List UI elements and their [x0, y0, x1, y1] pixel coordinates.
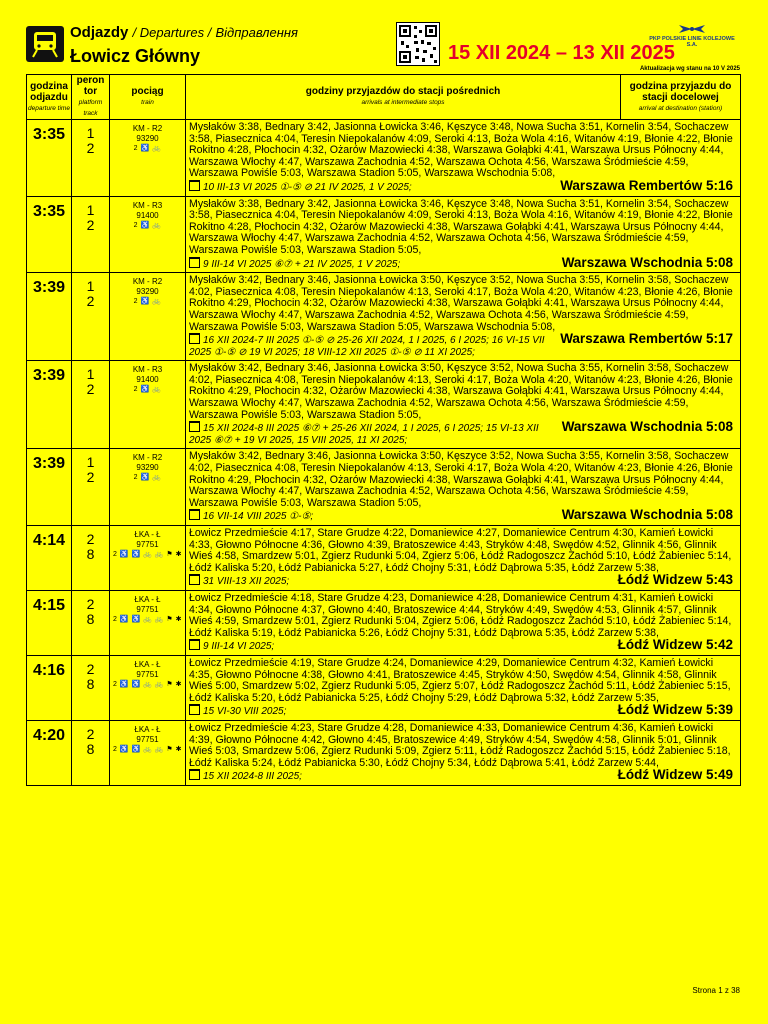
validity-dates: 16 XII 2024-7 III 2025 ①-⑤ ⊘ 25-26 XII 2024, 1 I 2025, 6 I 2025; 16 VI-15 VII 2025 ①-⑤ ⊘ 19 VI 2025; 18 VIII-12 XII 2025 ①-⑤ ⊘ 11 XI 2025; — [189, 335, 545, 358]
train-cell — [110, 655, 186, 720]
track: 8 — [86, 675, 95, 692]
validity-dates: 10 III-13 VI 2025 ①-⑤ ⊘ 21 IV 2025, 1 V 2025; — [203, 181, 412, 193]
validity-dates: 9 III-14 VI 2025 ⑥⑦ + 21 IV 2025, 1 V 2025; — [203, 258, 401, 270]
stops-cell — [186, 196, 741, 273]
train-number: 91400 — [136, 210, 159, 220]
stops-cell — [186, 120, 741, 197]
platform-cell — [72, 526, 110, 591]
departure-row — [27, 655, 741, 720]
calendar-icon — [189, 180, 200, 191]
intermediate-stops: Mysłaków 3:42, Bednary 3:46, Jasionna Łowicka 3:50, Kęszyce 3:52, Nowa Sucha 3:55, Kornelin 3:58, Sochaczew 4:02, Piasecznica 4:08, Teresin Niepokalanów 4:13, Seroki 4:17, Boża Wola 4:20, Witanów 4:23, Błonie 4:26, Błonie Rokitno 4:29, Płochocin 4:32, Ożarów Mazowiecki 4:38, Warszawa Gołąbki 4:41, Warszawa Ursus Północny 4:44, Warszawa Włochy 4:47, Warszawa Zachodnia 4:52, Warszawa Ochota 4:56, Warszawa Śródmieście 4:59, Warszawa Powiśle 5:03, Warszawa Stadion 5:05, — [189, 450, 733, 509]
title-ua: Відправлення — [215, 25, 298, 40]
intermediate-stops: Mysłaków 3:42, Bednary 3:46, Jasionna Łowicka 3:50, Kęszyce 3:52, Nowa Sucha 3:55, Kornelin 3:58, Sochaczew 4:02, Piasecznica 4:08, Teresin Niepokalanów 4:13, Seroki 4:17, Boża Wola 4:20, Witanów 4:23, Błonie 4:26, Błonie Rokitno 4:29, Płochocin 4:32, Ożarów Mazowiecki 4:38, Warszawa Gołąbki 4:41, Warszawa Ursus Północny 4:44, Warszawa Włochy 4:47, Warszawa Zachodnia 4:52, Warszawa Ochota 4:56, Warszawa Śródmieście 4:59, Warszawa Powiśle 5:03, Warszawa Stadion 5:05, — [189, 362, 733, 421]
track: 8 — [86, 546, 95, 562]
title-en: / Departures / — [132, 25, 212, 40]
destination: Warszawa Wschodnia 5:08 — [561, 507, 733, 523]
departure-time: 3:35 — [27, 120, 72, 197]
destination-line — [189, 421, 737, 446]
peron: 1 — [86, 201, 95, 218]
train-category: ŁKA - Ł — [134, 530, 161, 539]
destination-line — [189, 509, 737, 523]
page-number: Strona 1 z 38 — [692, 986, 740, 995]
intermediate-stops: Łowicz Przedmieście 4:19, Stare Grudze 4:24, Domaniewice 4:29, Domaniewice Centrum 4:32, Kamień Łowicki 4:35, Głowno Północne 4:38, Głowno 4:41, Bratoszewice 4:45, Stryków 4:50, Swędów 4:54, Glinnik 4:58, Glinnik Wieś 5:00, Smardzew 5:02, Zgierz Rudunki 5:05, Zgierz 5:07, Łódź Radogoszcz Zachód 5:11, Łódź Żabieniec 5:15, Łódź Kaliska 5:20, Łódź Pabianicka 5:25, Łódź Chojny 5:29, Łódź Dąbrowa 5:32, Łódź Zarzew 5:35, — [189, 656, 731, 704]
departure-row — [27, 526, 741, 591]
destination-line — [189, 574, 737, 588]
destination-line — [189, 254, 737, 271]
departure-row — [27, 720, 741, 785]
departure-row — [27, 449, 741, 526]
peron: 2 — [86, 595, 95, 612]
track: 2 — [86, 381, 95, 398]
calendar-icon — [189, 704, 200, 715]
stops-cell — [186, 526, 741, 591]
validity-dates: 15 XII 2024-8 III 2025 ⑥⑦ + 25-26 XII 2024, 1 I 2025, 6 I 2025; 15 VI-13 XII 2025 ⑥⑦ + 19 VI 2025, 15 VIII 2025, 11 XI 2025; — [189, 423, 539, 446]
departure-time: 4:15 — [27, 590, 72, 655]
destination-line — [189, 177, 737, 194]
train-number: 93290 — [136, 287, 159, 297]
validity-dates: 9 III-14 VI 2025; — [203, 641, 275, 653]
destination: Łódź Widzew 5:39 — [617, 702, 733, 718]
calendar-icon — [189, 769, 200, 780]
station-name: Łowicz Główny — [70, 46, 201, 66]
amenities-icons: 2 ♿ ♿ 🚲 🚲 ⚑ ✱ — [112, 745, 183, 753]
track: 8 — [86, 740, 95, 757]
destination-line — [189, 769, 737, 783]
stops-cell — [186, 720, 741, 785]
departure-time: 4:14 — [27, 526, 72, 591]
train-icon — [26, 26, 64, 62]
train-cell — [110, 361, 186, 449]
departure-row — [27, 590, 741, 655]
train-number: 97751 — [136, 540, 159, 549]
calendar-icon — [189, 257, 200, 268]
departure-time: 3:39 — [27, 449, 72, 526]
train-cell — [110, 590, 186, 655]
calendar-icon — [189, 421, 200, 432]
platform-cell — [72, 655, 110, 720]
intermediate-stops: Łowicz Przedmieście 4:17, Stare Grudze 4:22, Domaniewice 4:27, Domaniewice Centrum 4:30, Kamień Łowicki 4:33, Głowno Północne 4:36, Głowno 4:39, Bratoszewice 4:43, Stryków 4:48, Swędów 4:52, Glinnik 4:56, Glinnik Wieś 4:58, Smardzew 5:01, Zgierz Rudunki 5:04, Zgierz 5:06, Łódź Radogoszcz Zachód 5:10, Łódź Żabieniec 5:14, Łódź Kaliska 5:20, Łódź Pabianicka 5:27, Łódź Chojny 5:31, Łódź Dąbrowa 5:35, Łódź Zarzew 5:38, — [189, 527, 732, 574]
train-category: KM - R3 — [132, 365, 163, 375]
destination: Warszawa Rembertów 5:17 — [560, 331, 733, 347]
peron: 1 — [86, 278, 95, 295]
destination: Warszawa Wschodnia 5:08 — [561, 419, 733, 435]
intermediate-stops: Mysłaków 3:38, Bednary 3:42, Jasionna Łowicka 3:46, Kęszyce 3:48, Nowa Sucha 3:51, Kornelin 3:54, Sochaczew 3:58, Piasecznica 4:04, Teresin Niepokalanów 4:09, Seroki 4:13, Boża Wola 4:16, Witanów 4:19, Błonie 4:22, Błonie Rokitno 4:28, Płochocin 4:32, Ożarów Mazowiecki 4:38, Warszawa Gołąbki 4:41, Warszawa Ursus Północny 4:44, Warszawa Włochy 4:47, Warszawa Zachodnia 4:52, Warszawa Ochota 4:56, Warszawa Śródmieście 4:59, Warszawa Powiśle 5:03, Warszawa Stadion 5:05, — [189, 197, 733, 256]
track: 2 — [86, 140, 95, 156]
timetable-header — [26, 22, 740, 74]
col-stops: godziny przyjazdów do stacji pośrednich arrivals at intermediate stops — [186, 75, 621, 120]
departure-row — [27, 273, 741, 361]
platform-cell — [72, 196, 110, 273]
train-number: 97751 — [136, 604, 159, 614]
calendar-icon — [189, 574, 200, 585]
qr-code-icon[interactable] — [396, 22, 440, 66]
train-category: KM - R2 — [132, 124, 163, 133]
departure-time: 4:16 — [27, 655, 72, 720]
destination-line — [189, 639, 737, 653]
intermediate-stops: Łowicz Przedmieście 4:18, Stare Grudze 4:23, Domaniewice 4:28, Domaniewice Centrum 4:31, Kamień Łowicki 4:34, Głowno Północne 4:37, Głowno 4:40, Bratoszewice 4:44, Stryków 4:49, Swędów 4:53, Glinnik 4:57, Glinnik Wieś 4:59, Smardzew 5:01, Zgierz Rudunki 5:04, Zgierz 5:06, Łódź Radogoszcz Zachód 5:10, Łódź Żabieniec 5:14, Łódź Kaliska 5:19, Łódź Pabianicka 5:26, Łódź Chojny 5:31, Łódź Dąbrowa 5:35, Łódź Zarzew 5:38, — [189, 591, 732, 639]
col-destination: godzina przyjazdu do stacji docelowej arrival at destination (station) — [621, 75, 741, 120]
platform-cell — [72, 449, 110, 526]
peron: 1 — [86, 454, 95, 471]
train-cell — [110, 120, 186, 197]
train-category: KM - R2 — [132, 453, 163, 463]
destination: Warszawa Rembertów 5:16 — [560, 177, 733, 193]
train-category: ŁKA - Ł — [134, 659, 161, 669]
destination: Łódź Widzew 5:42 — [617, 637, 733, 653]
track: 2 — [86, 469, 95, 486]
track: 8 — [86, 610, 95, 627]
departure-row — [27, 120, 741, 197]
amenities-icons: 2 ♿ ♿ 🚲 🚲 ⚑ ✱ — [112, 680, 183, 688]
validity-period: 15 XII 2024 – 13 XII 2025 — [448, 42, 675, 64]
departure-time: 3:35 — [27, 196, 72, 273]
col-platform: peron tor platform track — [72, 75, 110, 120]
col-time: godzina odjazdu departure time — [27, 75, 72, 120]
departure-time: 3:39 — [27, 361, 72, 449]
track: 2 — [86, 216, 95, 233]
peron: 2 — [86, 531, 95, 547]
departure-row — [27, 361, 741, 449]
calendar-icon — [189, 639, 200, 650]
peron: 2 — [86, 725, 95, 742]
stops-cell — [186, 361, 741, 449]
col-train: pociąg train — [110, 75, 186, 120]
validity-dates: 16 VII-14 VIII 2025 ①-⑤; — [203, 511, 314, 523]
destination-line — [189, 704, 737, 718]
train-number: 93290 — [136, 463, 159, 473]
intermediate-stops: Mysłaków 3:38, Bednary 3:42, Jasionna Łowicka 3:46, Kęszyce 3:48, Nowa Sucha 3:51, Kornelin 3:54, Sochaczew 3:58, Piasecznica 4:04, Teresin Niepokalanów 4:09, Seroki 4:13, Boża Wola 4:16, Witanów 4:19, Błonie 4:22, Błonie Rokitno 4:28, Płochocin 4:32, Ożarów Mazowiecki 4:38, Warszawa Gołąbki 4:41, Warszawa Ursus Północny 4:44, Warszawa Włochy 4:47, Warszawa Zachodnia 4:52, Warszawa Ochota 4:56, Warszawa Śródmieście 4:59, Warszawa Powiśle 5:03, Warszawa Stadion 5:05, Warszawa Wschodnia 5:08, — [189, 121, 733, 180]
validity-dates: 31 VIII-13 XII 2025; — [203, 576, 290, 588]
table-header-row — [27, 75, 741, 120]
peron: 1 — [86, 366, 95, 383]
amenities-icons: 2 ♿ 🚲 — [133, 386, 162, 394]
train-number: 91400 — [136, 375, 159, 385]
departure-time: 4:20 — [27, 720, 72, 785]
train-cell — [110, 526, 186, 591]
train-cell — [110, 720, 186, 785]
amenities-icons: 2 ♿ ♿ 🚲 🚲 ⚑ ✱ — [112, 551, 183, 558]
train-cell — [110, 273, 186, 361]
train-number: 93290 — [136, 134, 159, 143]
train-category: KM - R2 — [132, 277, 163, 287]
amenities-icons: 2 ♿ 🚲 — [133, 221, 162, 229]
update-note: Aktualizacja wg stanu na 10 V 2025 — [639, 66, 740, 72]
stops-cell — [186, 273, 741, 361]
page-title — [70, 24, 298, 41]
train-number: 97751 — [136, 669, 159, 679]
amenities-icons: 2 ♿ 🚲 — [133, 298, 162, 306]
intermediate-stops: Mysłaków 3:42, Bednary 3:46, Jasionna Łowicka 3:50, Kęszyce 3:52, Nowa Sucha 3:55, Kornelin 3:58, Sochaczew 4:02, Piasecznica 4:08, Teresin Niepokalanów 4:13, Seroki 4:17, Boża Wola 4:20, Witanów 4:23, Błonie 4:26, Błonie Rokitno 4:29, Płochocin 4:32, Ożarów Mazowiecki 4:38, Warszawa Gołąbki 4:41, Warszawa Ursus Północny 4:44, Warszawa Włochy 4:47, Warszawa Zachodnia 4:52, Warszawa Ochota 4:56, Warszawa Śródmieście 4:59, Warszawa Powiśle 5:03, Warszawa Stadion 5:05, Warszawa Wschodnia 5:08, — [189, 274, 733, 333]
stops-cell — [186, 449, 741, 526]
train-cell — [110, 449, 186, 526]
departure-time: 3:39 — [27, 273, 72, 361]
train-number: 97751 — [136, 734, 159, 744]
train-category: ŁKA - Ł — [134, 724, 161, 734]
destination: Łódź Widzew 5:49 — [617, 767, 733, 783]
platform-cell — [72, 361, 110, 449]
departures-table — [26, 74, 741, 786]
track: 2 — [86, 293, 95, 310]
validity-dates: 15 XII 2024-8 III 2025; — [203, 771, 302, 783]
intermediate-stops: Łowicz Przedmieście 4:23, Stare Grudze 4:28, Domaniewice 4:33, Domaniewice Centrum 4:36, Kamień Łowicki 4:39, Głowno Północne 4:42, Głowno 4:45, Bratoszewice 4:49, Stryków 4:54, Swędów 4:58, Glinnik 5:01, Glinnik Wieś 5:03, Smardzew 5:06, Zgierz Rudunki 5:09, Zgierz 5:11, Łódź Radogoszcz Zachód 5:15, Łódź Żabieniec 5:18, Łódź Kaliska 5:24, Łódź Pabianicka 5:30, Łódź Chojny 5:34, Łódź Dąbrowa 5:41, Łódź Zarzew 5:44, — [189, 721, 731, 769]
amenities-icons: 2 ♿ 🚲 — [133, 474, 162, 482]
operator-name: PKP POLSKIE LINIE KOLEJOWE S.A. — [649, 36, 735, 48]
calendar-icon — [189, 509, 200, 520]
platform-cell — [72, 273, 110, 361]
peron: 2 — [86, 660, 95, 677]
departure-row — [27, 196, 741, 273]
destination: Warszawa Wschodnia 5:08 — [561, 254, 733, 270]
amenities-icons: 2 ♿ 🚲 — [133, 145, 162, 152]
stops-cell — [186, 655, 741, 720]
platform-cell — [72, 120, 110, 197]
pkp-wings-icon — [677, 24, 707, 34]
title-pl: Odjazdy — [70, 24, 129, 41]
destination: Łódź Widzew 5:43 — [617, 572, 733, 588]
platform-cell — [72, 590, 110, 655]
platform-cell — [72, 720, 110, 785]
train-category: KM - R3 — [132, 200, 163, 210]
destination-line — [189, 333, 737, 358]
train-cell — [110, 196, 186, 273]
validity-dates: 15 VI-30 VIII 2025; — [203, 706, 287, 718]
amenities-icons: 2 ♿ ♿ 🚲 🚲 ⚑ ✱ — [112, 615, 183, 623]
calendar-icon — [189, 333, 200, 344]
train-category: ŁKA - Ł — [134, 594, 161, 604]
stops-cell — [186, 590, 741, 655]
peron: 1 — [86, 125, 95, 141]
